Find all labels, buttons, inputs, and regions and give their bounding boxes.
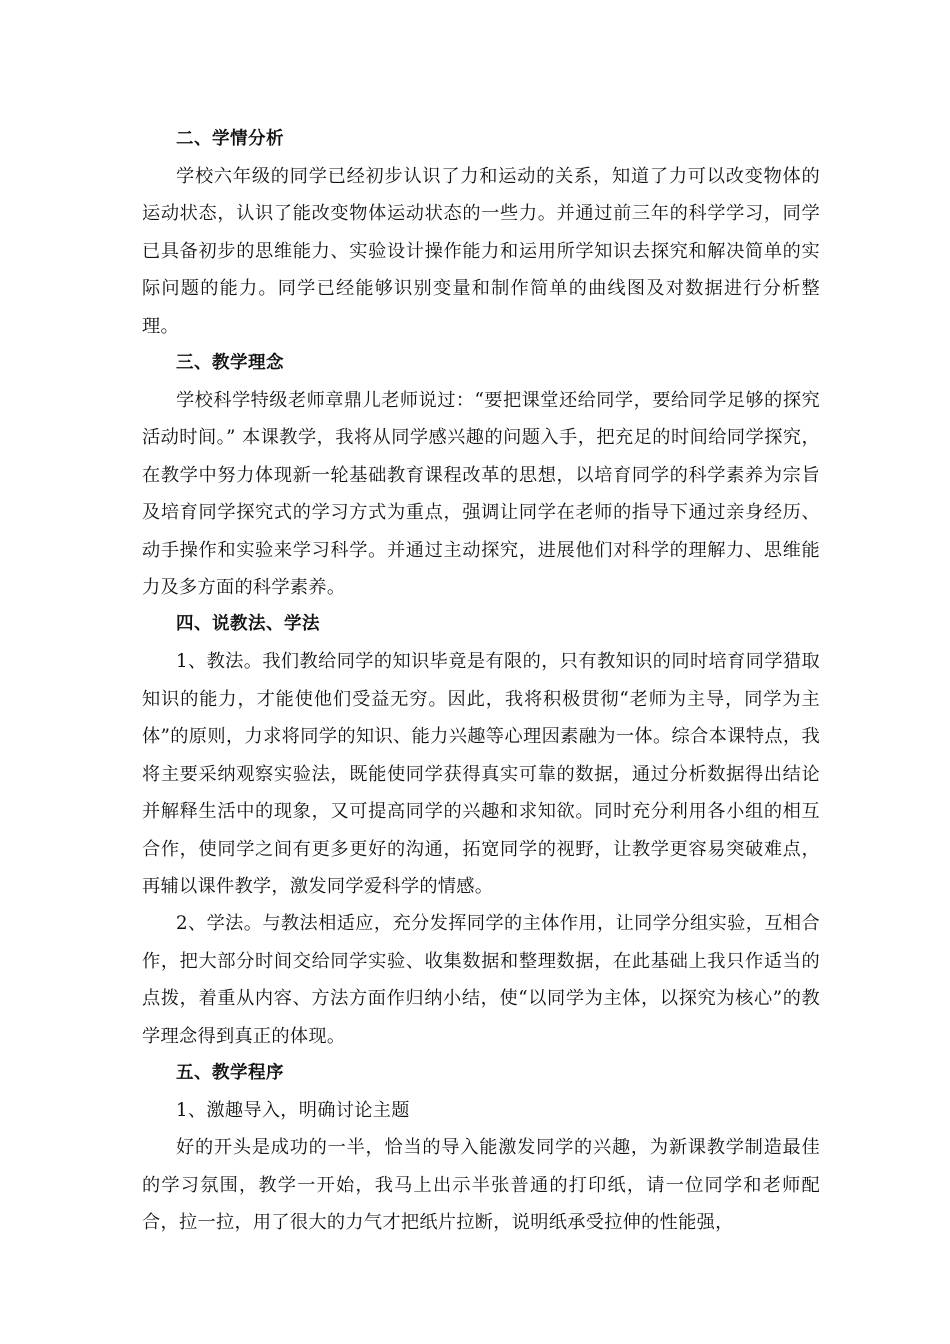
paragraph-introduction: 好的开头是成功的一半，恰当的导入能激发同学的兴趣，为新课教学制造最佳的学习氛围，教学一开始，我马上出示半张普通的打印纸，请一位同学和老师配合，拉一拉，用了很大的力气才把纸片拉断，说明纸承受拉伸的性能强， [142,1137,820,1234]
subheading-introduction: 1、激趣导入，明确讨论主题 [176,1099,410,1121]
paragraph-learner-analysis: 学校六年级的同学已经初步认识了力和运动的关系，知道了力可以改变物体的运动状态，认识了能改变物体运动状态的一些力。并通过前三年的科学学习，同学已具备初步的思维能力、实验设计操作能力和运用所学知识去探究和解决简单的实际问题的能力。同学已经能够识别变量和制作简单的曲线图及对数据进行分析整理。 [142,166,820,337]
section-heading-learner-analysis: 二、学情分析 [176,129,284,149]
document-body [142,121,820,1242]
paragraph-teaching-philosophy: 学校科学特级老师章鼎儿老师说过：“要把课堂还给同学，要给同学足够的探究活动时间。” 本课教学，我将从同学感兴趣的问题入手，把充足的时间给同学探究，在教学中努力体现新一轮基础教育课程改革的思想，以培育同学的科学素养为宗旨及培育同学探究式的学习方式为重点，强调让同学在老师的指导下通过亲身经历、动手操作和实验来学习科学。并通过主动探究，进展他们对科学的理解力、思维能力及多方面的科学素养。 [142,390,820,599]
paragraph-learning-method: 2、学法。与教法相适应，充分发挥同学的主体作用，让同学分组实验，互相合作，把大部分时间交给同学实验、收集数据和整理数据，在此基础上我只作适当的点拨，着重从内容、方法方面作归纳小结，使“以同学为主体，以探究为核心”的教学理念得到真正的体现。 [142,913,820,1047]
section-heading-teaching-philosophy: 三、教学理念 [176,353,284,374]
section-heading-teaching-procedure: 五、教学程序 [176,1062,284,1083]
section-heading-methods: 四、说教法、学法 [176,614,320,635]
paragraph-teaching-method: 1、教法。我们教给同学的知识毕竟是有限的，只有教知识的同时培育同学猎取知识的能力，才能使他们受益无穷。因此，我将积极贯彻“老师为主导，同学为主体”的原则，力求将同学的知识、能力兴趣等心理因素融为一体。综合本课特点，我将主要采纳观察实验法，既能使同学获得真实可靠的数据，通过分析数据得出结论并解释生活中的现象，又可提高同学的兴趣和求知欲。同时充分利用各小组的相互合作，使同学之间有更多更好的沟通，拓宽同学的视野，让教学更容易突破难点，再辅以课件教学，激发同学爱科学的情感。 [142,651,820,897]
